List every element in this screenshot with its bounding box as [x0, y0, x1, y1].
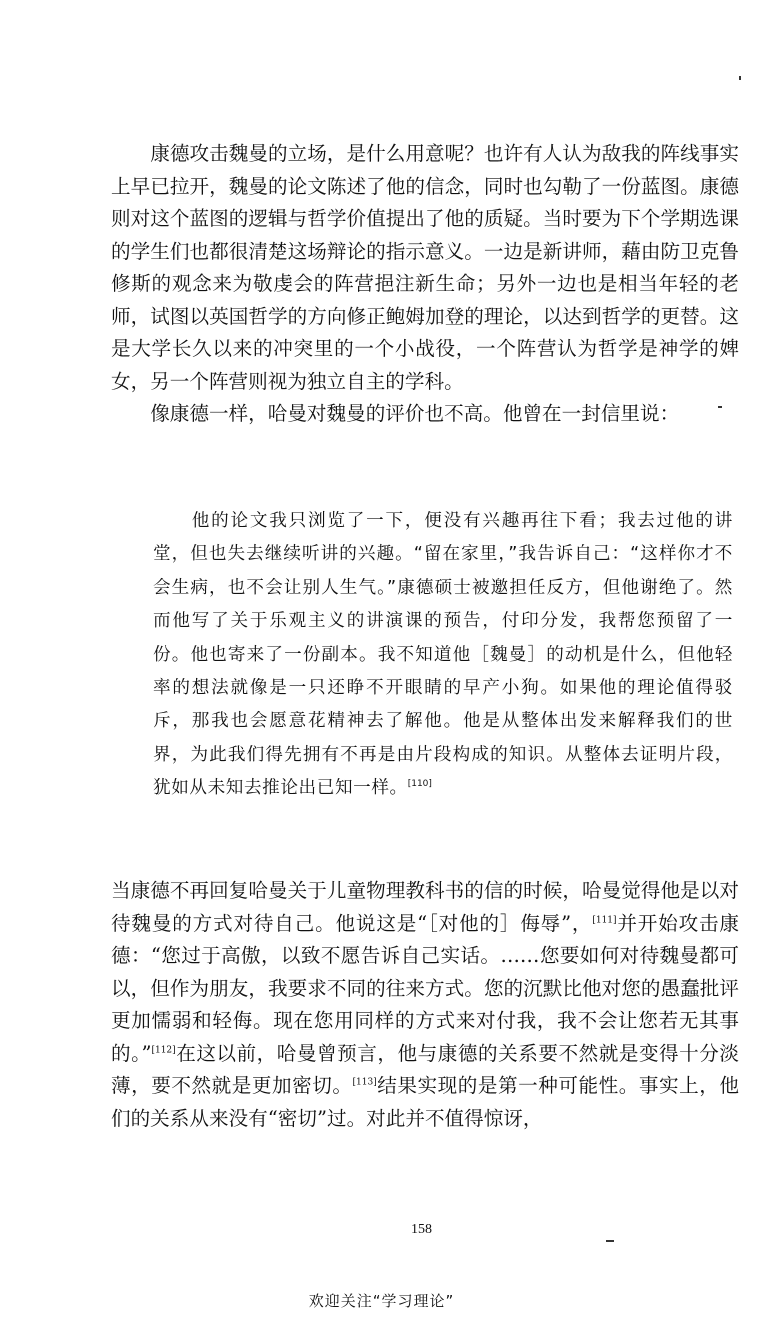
body-text-bottom: [111, 875, 739, 1135]
footer-note: 欢迎关注“学习理论”: [308, 1292, 455, 1310]
paragraph-3: [111, 875, 739, 1135]
citation-111: [111]: [592, 914, 617, 925]
citation-112: [112]: [151, 1044, 176, 1055]
citation-110: [110]: [407, 779, 432, 790]
page-number: 158: [411, 1222, 432, 1237]
paragraph-2: 像康德一样，哈曼对魏曼的评价也不高。他曾在一封信里说：: [150, 402, 680, 425]
paragraph-1: 康德攻击魏曼的立场，是什么用意呢？也许有人认为敌我的阵线事实上早已拉开，魏曼的论文陈述了他的信念，同时也勾勒了一份蓝图。康德则对这个蓝图的逻辑与哲学价值提出了他的质疑。当时要为下个学期选课的学生们也都很清楚这场辩论的指示意义。一边是新讲师，藉由防卫克鲁修斯的观念来为敬虔会的阵营挹注新生命；另外一边也是相当年轻的老师，试图以英国哲学的方向修正鲍姆加登的理论，以达到哲学的更替。这是大学长久以来的冲突里的一个小战役，一个阵营认为哲学是神学的婢女，另一个阵营则视为独立自主的学科。: [111, 142, 739, 393]
quote-text: 他的论文我只浏览了一下，便没有兴趣再往下看；我去过他的讲堂，但也失去继续听讲的兴趣。“留在家里，”我告诉自己：“这样你才不会生病，也不会让别人生气。”康德硕士被邀担任反方，但他谢绝了。然而他写了关于乐观主义的讲演课的预告，付印分发，我帮您预留了一份。他也寄来了一份副本。我不知道他［魏曼］的动机是什么，但他轻率的想法就像是一只还睁不开眼睛的早产小狗。如果他的理论值得驳斥，那我也会愿意花精神去了解他。他是从整体出发来解释我们的世界，为此我们得先拥有不再是由片段构成的知识。从整体去证明片段，犹如从未知去推论出已知一样。: [153, 511, 733, 799]
paragraph-3-part-d: 结果实现的是第一种可能性。事实上，他们的关系从来没有“密切”过。对此并不值得惊讶，: [111, 1074, 740, 1130]
scan-speck: [718, 406, 722, 408]
paragraph-3-part-b: 并开始攻击康德：“您过于高傲，以致不愿告诉自己实话。……您要如何对待魏曼都可以，但作为朋友，我要求不同的往来方式。您的沉默比他对您的愚蠢批评更加懦弱和轻侮。现在您用同样的方式来对付我，我不会让您若无其事的。”: [111, 911, 739, 1065]
scan-speck: [606, 1240, 614, 1242]
paragraph-3-part-a: 当康德不再回复哈曼关于儿童物理教科书的信的时候，哈曼觉得他是以对待魏曼的方式对待自己。他说这是“［对他的］侮辱”，: [111, 879, 739, 935]
citation-113: [113]: [352, 1077, 377, 1088]
scan-speck: [739, 76, 741, 80]
block-quote: [153, 505, 733, 806]
paragraph-3-part-c: 在这以前，哈曼曾预言，他与康德的关系要不然就是变得十分淡薄，要不然就是更加密切。: [111, 1041, 740, 1097]
body-text-top: [111, 138, 739, 431]
